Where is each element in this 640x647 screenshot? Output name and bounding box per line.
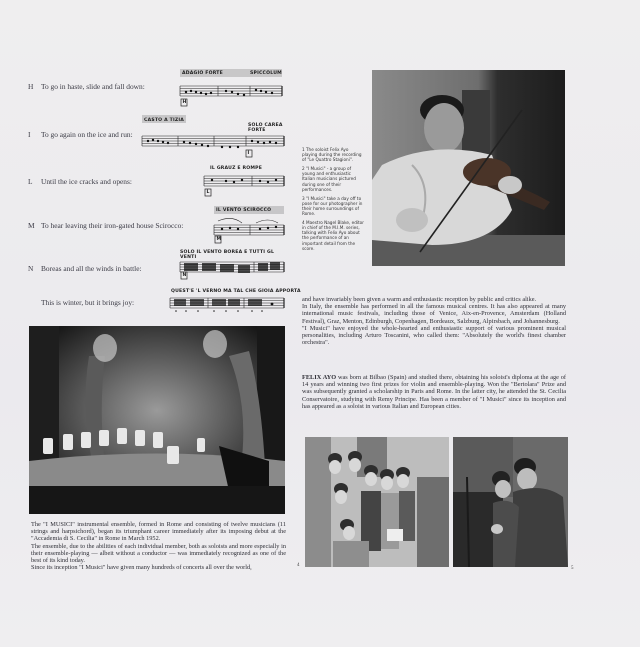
- photo-group: [305, 437, 449, 567]
- legend-text: Until the ice cracks and opens:: [41, 177, 132, 186]
- body-paragraph: Since its inception "I Musici" have given many hundreds of concerts all over the world,: [31, 564, 252, 572]
- legend-letter: N: [28, 264, 34, 273]
- legend-letter: H: [28, 82, 34, 91]
- tempo-label: ADAGIO FORTE: [182, 71, 223, 76]
- legend-row-l: [28, 177, 132, 186]
- legend-text: To hear leaving their iron-gated house Scirocco:: [41, 221, 184, 230]
- legend-text: Boreas and all the winds in battle:: [41, 264, 142, 273]
- caption-3: 3 "I Musici" take a day off to pose for our photographer in their home surroundings of Rome.: [302, 195, 363, 217]
- tempo-label: SPICCOLUM: [250, 71, 282, 76]
- body-paragraph: "I Musici" have enjoyed the whole-hearted and enthusiastic support of various prominent musical personalities, including Arturo Toscanini, who called them: "Absolutely the world's finest chamber orchestra".: [302, 324, 566, 347]
- legend-row-m: [28, 221, 183, 230]
- body-paragraph: The ensemble, due to the abilities of each individual member, both as soloists and more especially in their ensemble-playing — albeit without a conductor — was immediately recognized as one of the best of its kind today.: [31, 542, 286, 565]
- legend-text: To go again on the ice and run:: [41, 130, 133, 139]
- score-excerpt-m: [212, 205, 286, 245]
- bio-lead: FELIX AYO: [302, 374, 337, 381]
- score-excerpt-i: [140, 114, 286, 160]
- body-paragraph: In Italy, the ensemble has performed in all the famous musical centres. It has also appeared at many international music festivals, including those of Venice, Aix-en-Provence, Amsterdam (Holland Festival), Graz, Menton, Edinburgh, Copenhagen, Bordeaux, Salzburg, Alpirsbach, and Johannesburg.: [302, 303, 566, 325]
- legend-row-n: [28, 264, 142, 273]
- caption-1: 1 The soloist Felix Ayo playing during the recording of "Le Quattro Stagioni".: [302, 147, 362, 163]
- bio-text: was born at Bilbao (Spain) and studied there, obtaining his soloist's diploma at the age of 14 years and winning two first prizes for violin and ensemble-playing. Won the "Bertolara" Prize and was subsequently granted a scholarship in Paris and Rome. In the latter city, he attended the St. Cecilia Conservatoire, studying with Remy Principe. Has been a member of "I Musici" since its inception and has appeared as a soloist in various Italian and European cities.: [302, 374, 566, 410]
- rehearsal-mark: M: [216, 237, 222, 242]
- score-excerpt-l: [202, 164, 286, 198]
- tempo-label: QUEST'E 'L VERNO MA TAL CHE GIOIA APPORTA: [171, 289, 301, 294]
- rehearsal-mark: H: [182, 100, 187, 105]
- score-excerpt-n: [178, 250, 286, 280]
- tempo-label: SOLO CAREA FORTE: [248, 123, 283, 133]
- rehearsal-mark: L: [206, 190, 210, 195]
- tempo-label: IL VENTO SCIROCCO: [216, 208, 272, 213]
- legend-text: To go in haste, slide and fall down:: [41, 82, 145, 91]
- tempo-label: CASTO A TIZIA: [144, 118, 185, 123]
- tempo-label: IL GRAUZ E ROMPE: [210, 166, 263, 171]
- caption-4: 4 Maestro Nagel Blake, editor in chief of the M.I.M. series, talking with Felix Ayo about the performance of an important detail from the score.: [302, 220, 364, 251]
- rehearsal-mark: N: [182, 273, 187, 278]
- score-excerpt-final: [168, 289, 301, 315]
- legend-text: This is winter, but it brings joy:: [41, 298, 135, 307]
- tempo-label: SOLO IL VENTO BOREA E TUTTI GL VENTI: [180, 250, 275, 260]
- felix-ayo-bio: [302, 374, 566, 410]
- caption-2: 2 "I Musici" - a group of young and enthusiastic Italian musicians pictured during one of their performances.: [302, 166, 356, 192]
- legend-row-h: [28, 82, 145, 91]
- legend-row-i: [28, 130, 133, 139]
- photo-conversation: [453, 437, 568, 567]
- body-text-intro: [31, 521, 286, 571]
- photo-captions: [302, 147, 364, 255]
- legend-letter: L: [28, 177, 33, 186]
- page-mark: 5: [571, 566, 574, 571]
- legend-row-final: [41, 298, 134, 307]
- legend-letter: M: [28, 221, 35, 230]
- photo-ensemble: [29, 326, 285, 514]
- body-text-continued: [302, 296, 566, 346]
- rehearsal-mark: I: [247, 151, 250, 156]
- page-mark: 4: [297, 563, 300, 568]
- legend-letter: I: [28, 130, 31, 139]
- photo-violinist: [372, 70, 565, 266]
- body-paragraph: The "I MUSICI" instrumental ensemble, formed in Rome and consisting of twelve musicians (11 strings and harpsichord), began its triumphant career immediately after its imposing debut at the "Accademia di S. Cecilia" in Rome in March 1952.: [31, 521, 286, 543]
- body-paragraph: and have invariably been given a warm and enthusiastic reception by public and critics alike.: [302, 296, 537, 303]
- score-excerpt-h: [178, 68, 284, 108]
